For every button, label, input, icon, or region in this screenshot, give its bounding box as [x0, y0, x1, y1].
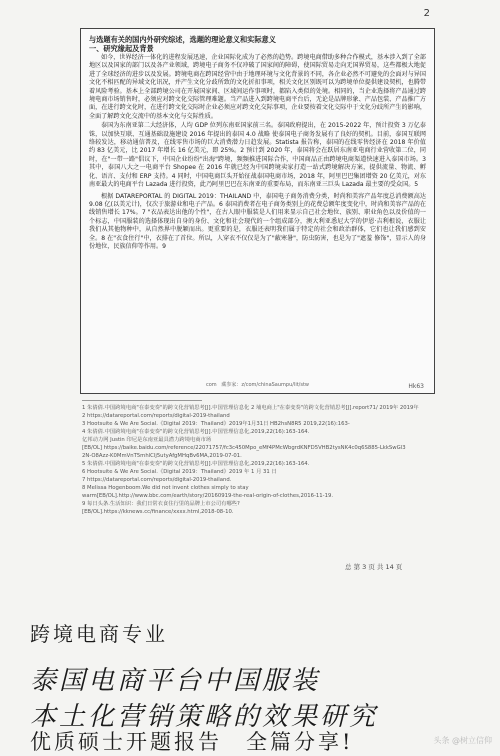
footnote: 6 Hootsuite & We Are Social.《Digital 2019：Thailand》2019 年 1 月 31 日 [82, 469, 277, 475]
paragraph: 根据 DATAREPORTAL 的 DIGITAL 2019：THAILAND 中，泰国电子商务消费分类，时尚和美容产品年度总消费额高达 9.08 亿(以美元计)，仅次于旅游业和电子产品。6 泰国消费者在电子商务类别上的花费总额年度变化中，时尚和美容产品的在线销售增长 17%。7 "衣品表达出他的个性"，在古人眼中服装是人们用来显示自己社会地位、族别、职业角色以及价值的一个标志，中国服装的选择体现出自身的身份、文化和社会现代的一个组成部分，澳大利亚悉尼大学的伊恩·吉利根说，衣服让我们从其他物种中，从自然界中脱颖而出。更重要的是，衣服还表明我们属于特定的社会和政治群体，它们也让我们感到安全。8 在"衣食住行"中，衣排在了首位。所以，人穿衣不仅仅是为了"蔽寒暑"，防虫防害，也是为了"遮羞 修饰"，显示人的身份地位，民族信仰等作用。9 [89, 192, 426, 250]
paragraph: 如今，世界经济一体化的进程发展迅速，企业国际化成为了必然的趋势。跨境电商借助多种合作模式，基本涉入到了全部地区以及国家的部门以及各产业领域，跨境电子商务不仅冲破了国家间的障碍，使国际贸易走向无国界贸易，这些都极大地促进了全球经济的进步以及发展。跨境电商在跨国经营中由于地理环境与文化背景的不同，各企业必然不可避免的会面对与异国文化不相匹配的异域文化讯况，并产生文化分歧所致的文化折扣事项，相关文化区别既可以为跨境单位提供建设契机，也腾带着风险考验。基本上全部跨境公司在开展国家间、区域间运作事项时，都陷入类似的处境。相同的，当企业选择将产品通过跨境电商市场销售时，必须应对跨文化交际管理难题。当产品进入到跨境电商平台后，无论是品牌形象、产品包装、产品推广方面，在进行跨文化时，在进行跨文化交际时企业必须应对跨文化交际事项，企业要按着文化交际中于文化分歧所产生的影响，全面了解跨文化交流中的基本文化与交际性质。 [89, 54, 426, 120]
footnote: [EB/OL].https://kknews.cc/finance/xxxx.html,2018-08-10. [82, 509, 234, 515]
overlay-fragment: com [205, 382, 217, 388]
handwritten-line-4: 优质硕士开题报告 全篇分享! [30, 730, 354, 754]
overlay-fragments [81, 381, 434, 389]
handwritten-line-1: 跨境电商专业 [30, 622, 168, 646]
footnote: 2 https://datareportal.com/reports/digital-2019-thailand [82, 413, 230, 419]
section-title: 与选题有关的国内外研究综述，选题的理论意义和实际意义 [89, 35, 276, 44]
footnote: 8 Melissa Hogenboom.We did not invent clothes simply to stay [82, 485, 249, 491]
footnote: 1 朱倩倩.中国跨境电商"在泰变奏"的跨文化营销思考[J].中国管理信息化 2 埔电商上"在泰变奏"的跨文化营销思考[J].report71/ 2019年 2019年 [82, 405, 419, 411]
corner-label: Hk63 [408, 383, 424, 390]
footnote: warm[EB/OL].http://www.bbc.com/earth/story/20160919-the-real-origin-of-clothes,2016-11-19. [82, 493, 334, 499]
footnote: [EB/OL] https://baike.baidu.com/reference/22071757/fc3c450Mpo_eMf4PMcWbgrdKNFD5VHB2tysNK4c0q6S885-LkkSwGl3 [82, 445, 406, 451]
footnote: 5 朱倩倩.中国跨境电商"在泰变奏"的跨文化营销思考[J].中国管理信息化,2019,22(16):163-164. [82, 461, 310, 467]
footnote: 4 朱倩倩.中国跨境电商"在泰变奏"的跨文化营销思考[J].中国管理信息化,2019,22(16):163-164. [82, 429, 310, 435]
subsection-title: 一、研究缘起及背景 [89, 44, 154, 53]
footnote: 2N-O8Azz-K0MmVnT5mhlClj5utyAfgMHqBv6MA,2019-07-01. [82, 453, 242, 459]
paragraph: 泰国为东南亚第二大经济体，人均 GDP 位列东南亚国家前三名。泰国政府提出，在 2015-2022 年，预计投资 3 万亿泰铢，以加快互联、互通基础设施建设 2016 年提出的泰国 4.0 战略 使泰国电子商务发展有了良好的契机。目前，泰国互联网络较发达，移动通信普及，在线零售市场的巨大消费潜力日趋发展。Statista 报告称，泰国的在线零售经济在 2018 年价值约 83 亿美元，比 2017 年增长 16 亿美元，即 25%。2 预计到 2020 年，泰国将会在跃居东南亚电商行业营收第二位，同时，在"一带一路"倡议下，中国企业纷纷"出海"跨境，频频推进国际合作，中国商品正由跨境电商渠道快速进入泰国市场。3 其中，泰国八大之一电商平台 Shopee 在 2016 年就已经为中国跨境卖家打造一站式跨境解决方案，提供流量、物流、孵化、语言、支付和 ERP 支持。4 同时，中国电商巨头开始征战泰国电商市场，2018 年，阿里巴巴集团增资 20 亿美元，对东南亚最大的电商平台 Lazada 进行投资，此乃阿里巴巴在东南亚的重要布局，而东南亚三巨头 Lazada 最主要的受众国。5 [89, 122, 426, 189]
footnote: 9 每日头条.生活知识：我们日常衣食住行里的品牌上市公司有哪些? [82, 501, 240, 507]
handwritten-line-3: 本土化营销策略的效果研究 [30, 702, 379, 732]
page-count: 总 第 3 页 共 14 页 [345, 563, 403, 571]
footnote: 7 https://datareportal.com/reports/digital-2019-thailand. [82, 477, 232, 483]
page-number: 2 [423, 8, 430, 19]
footnote-separator [82, 400, 202, 401]
handwritten-line-2: 泰国电商平台中国服装 [30, 666, 321, 696]
proposal-form-box [80, 28, 435, 394]
footnotes [82, 400, 432, 516]
overlay-fragment: 藏参家：z/com/chinaSaumpu/lit/stw [221, 382, 310, 388]
footnote: 3 Hootsuite & We Are Social.《Digital 2019：Thailand》2019年1月31日 HB2hsN8R5 2019,22(16):163- [82, 421, 350, 427]
watermark: 头条 @树立信仰 [433, 736, 492, 745]
footnote: 亿邦动力网 Justin 印尼是东南亚最具潜力跨境电商市场 [82, 437, 212, 443]
